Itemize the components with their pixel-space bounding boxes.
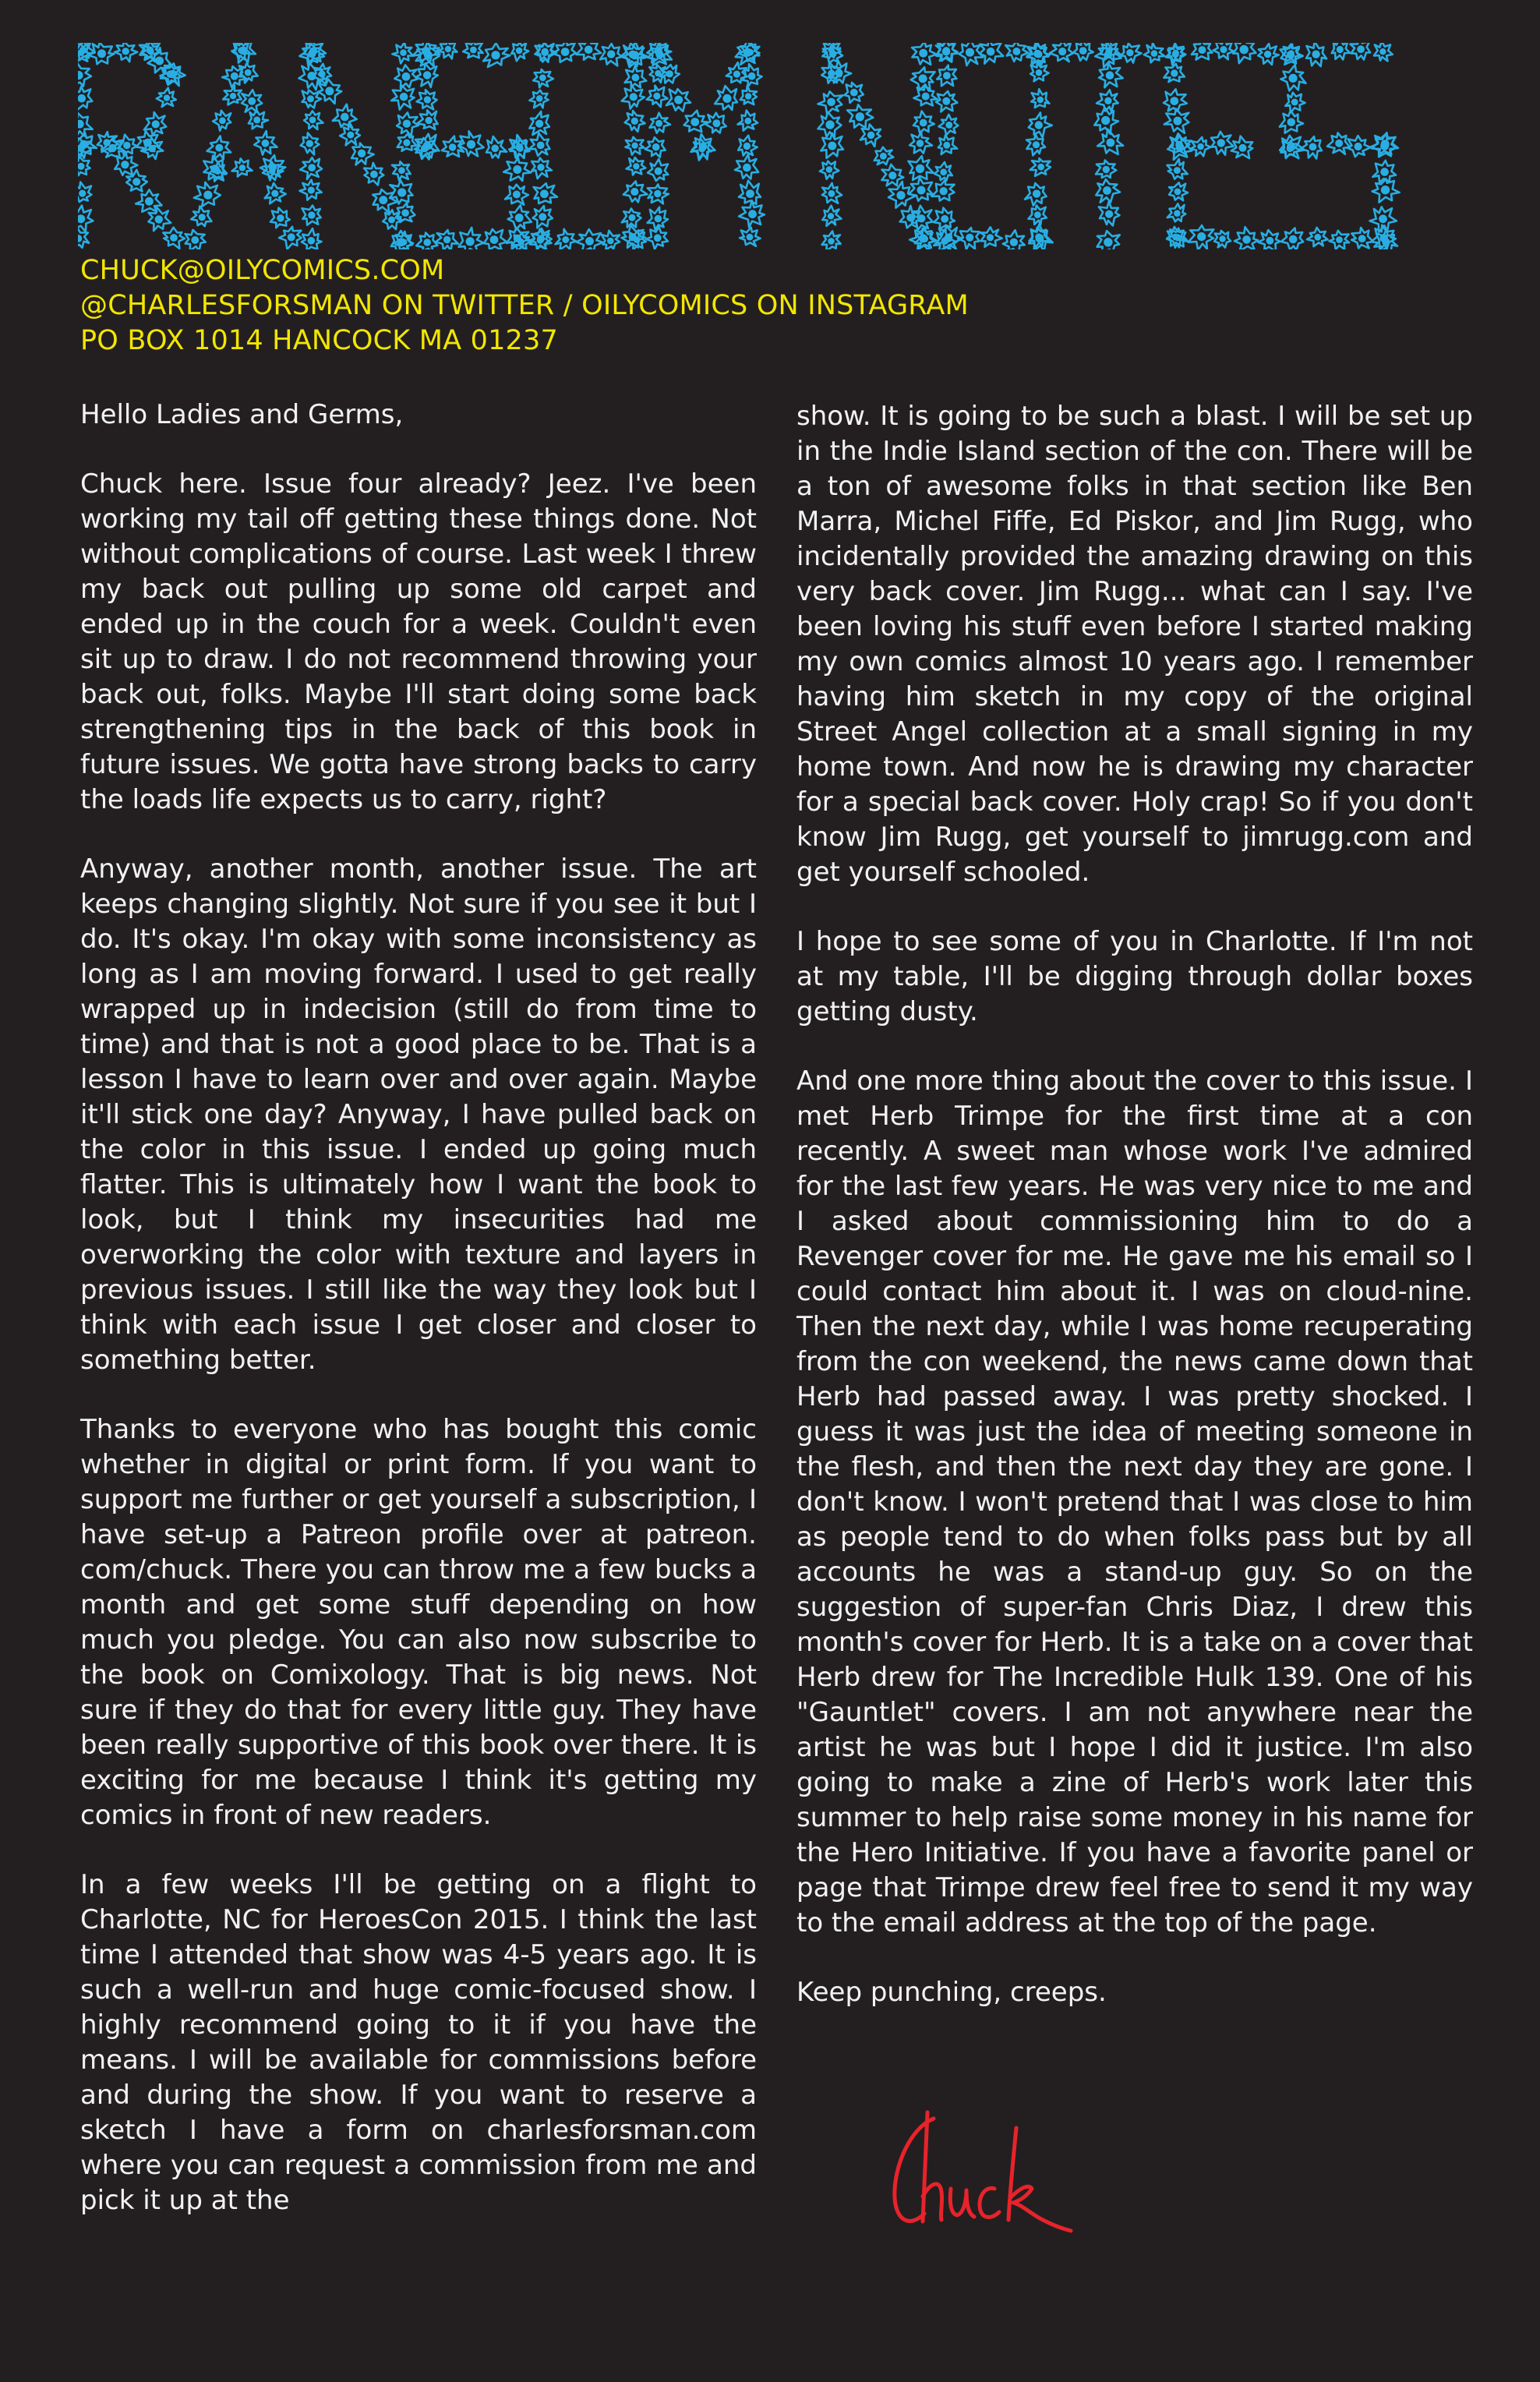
letter-paragraph-patreon: Thanks to everyone who has bought this comic whether in digital or print form. If you want to support me further or get yourself a subscription, I have set-up a Patreon profile over at patreon. com/chuck. There you can throw me a few bucks a month and get some stuff depending on how much you pledge. You can also now subscribe to the book on Comixology. That is big news. Not sure if they do that for every little guy. They have been really supportive of this book over there. It is exciting for me because I think it's getting my comics in front of new readers. [80,1414,757,1831]
bullet-hole-mark [1097,231,1120,249]
bullet-hole-mark [213,111,231,131]
bullet-hole-mark [602,231,620,249]
masthead-bullet-hole-lettering [78,43,1481,249]
masthead-letter-s [1280,43,1400,249]
letter-paragraph-art-changes: Anyway, another month, another issue. The art keeps changing slightly. Not sure if you see it but I do. It's okay. I'm okay with some inconsistency as long as I am moving forward. I used to get really wrapped up in indecision (still do from time to time) and that is not a good place to be. That is a lesson I have to learn over and over again. Maybe it'll stick one day? Anyway, I have pulled back on the color in this issue. I ended up going much flatter. This is ultimately how I want the book to look, but I think my insecurities had me overworking the color with texture and layers in previous issues. I still like the way they look but I think with each issue I get closer and closer to something better. [80,853,757,1376]
bullet-hole-mark [1280,65,1305,90]
bullet-hole-mark [1332,43,1350,60]
bullet-hole-mark [242,90,262,112]
contact-email: CHUCK@OILYCOMICS.COM [80,255,445,286]
bullet-hole-mark [1167,159,1188,179]
bullet-hole-mark [822,231,841,250]
bullet-hole-mark [301,133,320,154]
bullet-hole-mark [627,157,646,175]
masthead-letter-n [818,43,938,249]
bullet-hole-mark [394,231,413,249]
masthead-letter-n [299,43,419,249]
letter-column-left [80,398,757,2253]
bullet-hole-mark [1258,230,1280,249]
contact-mailing-address: PO BOX 1014 HANCOCK MA 01237 [80,325,558,356]
bullet-hole-mark [486,136,507,158]
bullet-hole-mark [1351,43,1371,60]
bullet-hole-mark [1189,225,1214,249]
bullet-hole-mark [1374,43,1393,61]
bullet-hole-mark [910,132,932,153]
bullet-hole-mark [416,63,438,87]
bullet-hole-mark [1030,62,1048,81]
bullet-hole-mark [532,158,552,179]
bullet-hole-mark [529,90,548,108]
bullet-hole-mark [622,209,641,228]
bullet-hole-mark [115,43,137,62]
bullet-hole-mark [510,135,529,158]
bullet-hole-mark [459,228,484,249]
bullet-hole-mark [1164,89,1187,111]
letter-column-right [796,399,1473,2044]
bullet-hole-mark [820,161,839,179]
bullet-hole-mark [1029,206,1047,225]
bullet-hole-mark [1351,228,1373,248]
bullet-hole-mark [533,206,553,228]
bullet-hole-mark [881,164,903,186]
bullet-hole-mark [934,162,952,181]
bullet-hole-mark [1003,230,1025,249]
bullet-hole-mark [715,86,737,110]
bullet-hole-mark [1372,161,1396,182]
masthead-letter-t [1050,43,1165,249]
bullet-hole-mark [909,156,934,180]
bullet-hole-mark [625,65,647,88]
letter-greeting: Hello Ladies and Germs, [80,399,404,430]
bullet-hole-mark [845,83,864,103]
bullet-hole-mark [666,89,691,111]
bullet-hole-mark [648,185,669,204]
bullet-hole-mark [279,227,301,249]
bullet-hole-mark [860,125,881,147]
bullet-hole-mark [1285,93,1305,113]
bullet-hole-mark [1097,129,1123,154]
bullet-hole-mark [739,200,765,227]
bullet-hole-mark [270,208,290,228]
bullet-hole-mark [318,80,341,104]
bullet-hole-mark [78,87,92,110]
bullet-hole-mark [1258,44,1278,65]
bullet-hole-mark [351,143,374,165]
bullet-hole-mark [818,112,842,138]
bullet-hole-mark [1192,43,1213,60]
bullet-hole-mark [302,228,322,249]
bullet-hole-mark [552,43,575,62]
bullet-hole-mark [207,136,231,160]
bullet-hole-mark [1096,179,1120,203]
bullet-hole-mark [1025,183,1047,206]
bullet-hole-mark [1167,203,1186,221]
bullet-hole-mark [739,181,761,204]
bullet-hole-mark [223,86,242,105]
bullet-hole-mark [511,43,528,61]
bullet-hole-mark [1330,231,1350,249]
bullet-hole-mark [646,227,668,249]
letter-paragraph-charlotte: I hope to see some of you in Charlotte. If I'm not at my table, I'll be digging through dollar boxes getting dusty. [796,926,1473,1027]
bullet-hole-mark [623,182,648,203]
bullet-hole-mark [78,133,97,155]
bullet-hole-mark [1307,228,1328,246]
bullet-hole-mark [418,110,438,129]
bullet-hole-mark [438,43,457,58]
bullet-hole-mark [938,135,957,154]
bullet-hole-mark [645,137,666,157]
bullet-hole-mark [505,185,528,205]
bullet-hole-mark [416,233,437,250]
masthead-letters [78,43,1400,249]
masthead-letter-a [185,43,302,249]
bullet-hole-mark [1191,137,1211,156]
bullet-hole-mark [912,43,937,65]
masthead-letter-m [645,43,765,249]
bullet-hole-mark [1234,227,1258,249]
bullet-hole-mark [648,159,668,181]
bullet-hole-mark [1030,158,1051,176]
bullet-hole-mark [936,91,957,111]
letter-closing: Keep punching, creeps. [796,1977,1107,2008]
bullet-hole-mark [304,111,323,129]
bullet-hole-mark [78,182,91,202]
bullet-hole-mark [818,91,843,114]
bullet-hole-mark [600,44,622,66]
bullet-hole-mark [1121,43,1142,62]
bullet-hole-mark [397,134,417,151]
bullet-hole-mark [911,67,935,90]
bullet-hole-mark [254,131,277,155]
letter-paragraph-heroescon: In a few weeks I'll be getting on a flight to Charlotte, NC for HeroesCon 2015. I think the last time I attended that show was 4-5 years ago. It is such a well-run and huge comic-focused show. I highly recommend going to it if you have the means. I will be available for commissions before and during the show. If you want to reserve a sketch I have a form on charlesforsman.com where you can request a commission from me and pick it up at the [80,1869,757,2216]
bullet-hole-mark [937,65,956,87]
bullet-hole-mark [577,229,603,249]
bullet-hole-mark [1231,136,1252,159]
bullet-hole-mark [738,111,758,131]
bullet-hole-mark [503,158,531,182]
bullet-hole-mark [78,62,91,87]
letter-paragraph-heroescon-continued: show. It is going to be such a blast. I will be set up in the Indie Island section of the con. There will be a ton of awesome folks in that section like Ben Marra, Michel Fiffe, Ed Piskor, and Jim Rugg, who incidentally provided the amazing drawing on this very back cover. Jim Rugg... what can I say. I've been loving his stuff even before I started making my own comics almost 10 years ago. I remember having him sketch in my copy of the original Street Angel collection at a small signing in my home town. And now he is drawing my character for a special back cover. Holy crap! So if you don't know Jim Rugg, get yourself to jimrugg.com and get yourself schooled. [796,401,1473,888]
bullet-hole-mark [1094,108,1118,134]
bullet-hole-mark [508,205,532,230]
bullet-hole-mark [148,48,172,73]
bullet-hole-mark [436,230,458,249]
bullet-hole-mark [939,115,959,135]
bullet-hole-mark [934,208,955,229]
bullet-hole-mark [1164,109,1189,133]
bullet-hole-mark [392,161,411,180]
bullet-hole-mark [529,111,549,135]
bullet-hole-mark [1233,43,1256,63]
bullet-hole-mark [705,113,726,133]
bullet-hole-mark [392,43,413,63]
bullet-hole-mark [88,43,115,64]
bullet-hole-mark [1327,133,1350,154]
bullet-hole-mark [1096,161,1116,178]
bullet-hole-mark [163,228,185,249]
bullet-hole-mark [1164,64,1185,82]
bullet-hole-mark [463,43,482,58]
bullet-hole-mark [625,111,645,132]
letter-paragraph-back-injury: Chuck here. Issue four already? Jeez. I've been working my tail off getting these things done. Not without complications of course. Last week I threw my back out pulling up some old carpet and ended up in the couch for a week. Couldn't even sit up to draw. I do not recommend throwing your back out, folks. Maybe I'll start doing some back strengthening tips in the back of this book in future issues. We gotta have strong backs to carry the loads life expects us to carry, right? [80,468,757,815]
bullet-hole-mark [191,206,211,226]
bullet-hole-mark [1099,62,1123,87]
bullet-hole-mark [185,230,206,249]
bullet-hole-mark [1073,43,1093,61]
bullet-hole-mark [533,69,553,87]
bullet-hole-mark [1050,43,1073,62]
bullet-hole-mark [556,229,577,249]
bullet-hole-mark [1099,202,1120,226]
bullet-hole-mark [980,43,1004,64]
bullet-hole-mark [622,85,645,109]
letter-paragraph-herb-trimpe: And one more thing about the cover to this issue. I met Herb Trimpe for the first time at a con recently. A sweet man whose work I've admired for the last few years. He was very nice to me and I asked about commissioning him to do a Revenger cover for me. He gave me his email so I could contact him about it. I was on cloud-nine. Then the next day, while I was home recuperating from the con weekend, the news came down that Herb had passed away. I was pretty shocked. I guess it was just the idea of meeting someone in the flesh, and then the next day they are gone. I don't know. I won't pretend that I was close to him as people tend to do when folks pass but by all accounts he was a stand-up guy. So on the suggestion of super-fan Chris Diaz, I drew this month's cover for Herb. It is a take on a cover that Herb drew for The Incredible Hulk 139. One of his "Gauntlet" covers. I am not anywhere near the artist he was but I hope I did it justice. I'm also going to make a zine of Herb's work later this summer to help raise some money in his name for the Hero Initiative. If you have a favorite panel or page that Trimpe drew feel free to send it my way to the email address at the top of the page. [796,1066,1473,1938]
bullet-hole-mark [115,154,137,175]
bullet-hole-mark [1097,90,1118,111]
bullet-hole-mark [740,86,757,104]
contact-block [80,253,1171,359]
bullet-hole-mark [931,180,954,201]
bullet-hole-mark [397,112,419,136]
bullet-hole-mark [822,183,842,203]
bullet-hole-mark [157,88,176,107]
bullet-hole-mark [483,43,510,67]
bullet-hole-mark [417,90,437,109]
bullet-hole-mark [149,207,171,231]
bullet-hole-mark [913,111,934,133]
bullet-hole-mark [980,227,1002,246]
masthead-letter-o [931,43,1052,249]
bullet-hole-mark [1280,111,1303,133]
masthead-letter-e [1164,43,1280,249]
bullet-hole-mark [740,228,760,246]
bullet-hole-mark [1214,231,1231,248]
bullet-hole-mark [1306,43,1326,66]
bullet-hole-mark [1372,179,1400,203]
bullet-hole-mark [534,183,557,203]
bullet-hole-mark [874,147,894,164]
bullet-hole-mark [1029,113,1052,138]
bullet-hole-mark [1281,228,1304,250]
masthead-title-ransom-notes [78,43,1481,249]
bullet-hole-mark [141,137,163,159]
bullet-hole-mark [302,206,321,225]
bullet-hole-mark [647,86,668,108]
bullet-hole-mark [684,111,708,132]
bullet-hole-mark [394,65,417,88]
bullet-hole-mark [333,104,357,128]
bullet-hole-mark [1144,43,1165,62]
bullet-hole-mark [265,183,286,203]
bullet-hole-mark [391,86,414,110]
masthead-letter-r [78,43,185,249]
bullet-hole-mark [78,206,93,232]
bullet-hole-mark [1169,182,1188,200]
bullet-hole-mark [1301,136,1322,158]
bullet-hole-mark [300,157,322,179]
signature-chuck [879,2105,1074,2245]
bullet-hole-mark [822,206,841,226]
bullet-hole-mark [1211,132,1234,155]
bullet-hole-mark [1348,136,1371,157]
bullet-hole-mark [415,138,436,160]
bullet-hole-mark [101,137,125,158]
bullet-hole-mark [528,133,549,156]
masthead-letter-o [528,43,648,249]
bullet-hole-mark [1005,43,1028,62]
bullet-hole-mark [340,124,360,146]
bullet-hole-mark [577,43,602,60]
bullet-hole-mark [738,136,758,156]
bullet-hole-mark [650,113,670,133]
bullet-hole-mark [1031,89,1049,108]
bullet-hole-mark [300,180,322,200]
contact-social-handles: @CHARLESFORSMAN ON TWITTER / OILYCOMICS ON INSTAGRAM [80,290,969,321]
bullet-hole-mark [194,182,221,207]
masthead-letter-s [413,43,532,249]
bullet-hole-mark [249,110,268,129]
bullet-hole-mark [626,137,645,155]
signature-handwriting [879,2105,1074,2245]
bullet-hole-mark [1213,43,1234,59]
bullet-hole-mark [484,229,507,249]
bullet-hole-mark [232,158,253,176]
bullet-hole-mark [364,163,383,186]
bullet-hole-mark [648,207,668,230]
bullet-hole-mark [735,154,758,178]
bullet-hole-mark [821,133,843,158]
